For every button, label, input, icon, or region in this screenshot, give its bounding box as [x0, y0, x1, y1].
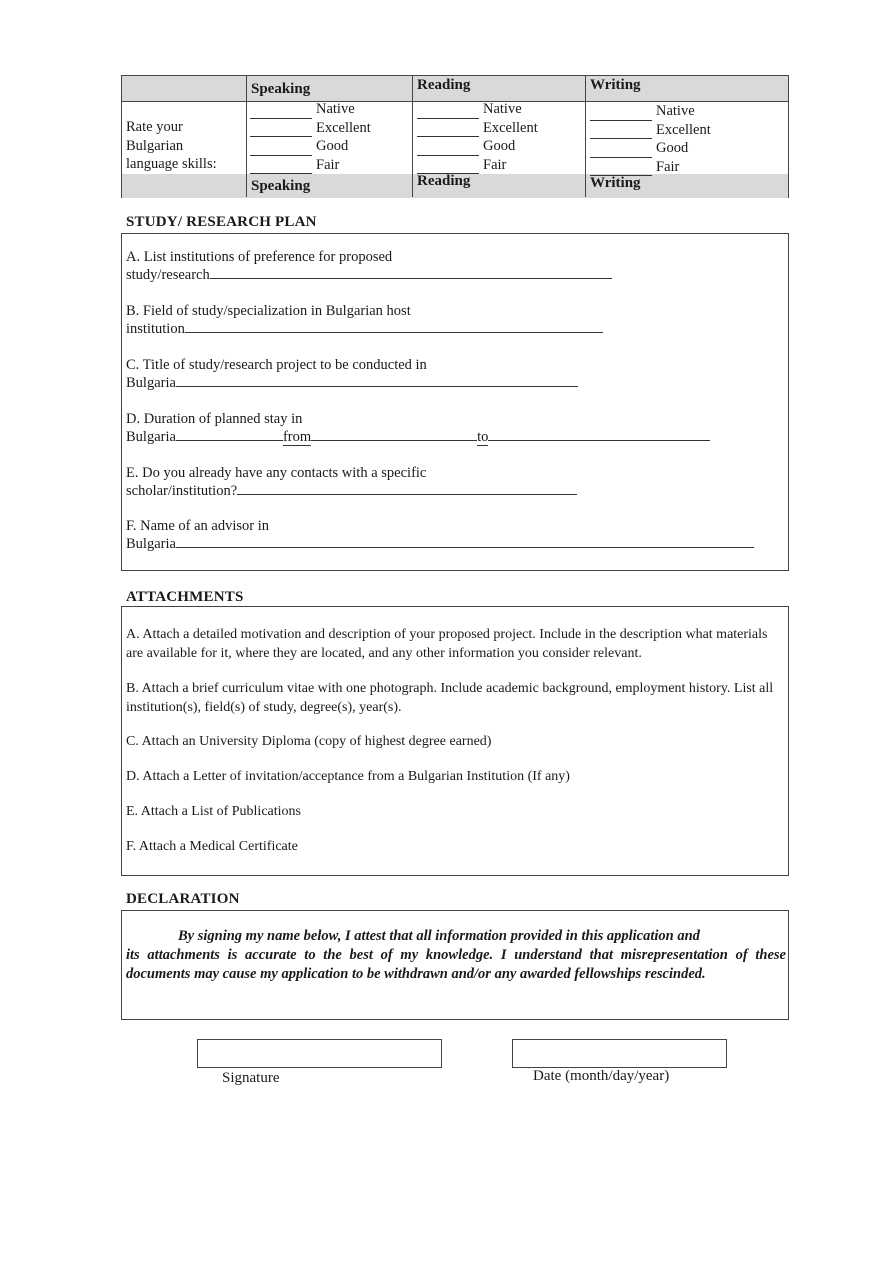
- attachment-b: B. Attach a brief curriculum vitae with one photograph. Include academic background, employment history. List all institution(s), field(s) of study, degree(s), year(s).: [126, 681, 774, 715]
- language-skills-table: [121, 75, 789, 198]
- attachment-d: D. Attach a Letter of invitation/acceptance from a Bulgarian Institution (If any): [126, 769, 570, 784]
- writing-header: Writing: [590, 77, 641, 93]
- speaking-levels: Native Excellent Good Fair: [250, 100, 371, 174]
- reading-native-blank[interactable]: [417, 105, 479, 119]
- attachment-c: C. Attach an University Diploma (copy of highest degree earned): [126, 734, 492, 749]
- reading-good-blank[interactable]: [417, 142, 479, 156]
- study-plan-item-d: D. Duration of planned stay in Bulgaria from to: [126, 410, 710, 446]
- speaking-good-blank[interactable]: [250, 142, 312, 156]
- advisor-field[interactable]: [176, 535, 754, 548]
- speaking-footer: Speaking: [251, 178, 311, 194]
- study-plan-item-e: E. Do you already have any contacts with a specific scholar/institution?: [126, 464, 577, 500]
- study-plan-item-c: C. Title of study/research project to be conducted in Bulgaria: [126, 356, 578, 392]
- field-of-study-field[interactable]: [185, 320, 603, 333]
- study-plan-item-b: B. Field of study/specialization in Bulgarian host institution: [126, 302, 603, 338]
- speaking-native-blank[interactable]: [250, 105, 312, 119]
- reading-levels: Native Excellent Good Fair: [417, 100, 538, 174]
- date-field[interactable]: [512, 1039, 727, 1068]
- writing-footer: Writing: [590, 175, 641, 191]
- reading-header: Reading: [417, 77, 471, 93]
- writing-native-blank[interactable]: [590, 107, 652, 121]
- rate-label: Rate your Bulgarian language skills:: [126, 119, 217, 172]
- speaking-excellent-blank[interactable]: [250, 123, 312, 137]
- study-plan-item-f: F. Name of an advisor in Bulgaria: [126, 517, 754, 553]
- project-title-field[interactable]: [176, 374, 578, 387]
- from-date-field[interactable]: [311, 428, 477, 441]
- writing-fair-blank[interactable]: [590, 162, 652, 176]
- declaration-title: DECLARATION: [126, 891, 240, 907]
- table-divider: [246, 76, 247, 197]
- date-label: Date (month/day/year): [533, 1068, 670, 1084]
- study-plan-title: STUDY/ RESEARCH PLAN: [126, 214, 317, 230]
- institutions-field[interactable]: [210, 266, 612, 279]
- speaking-header: Speaking: [251, 81, 311, 97]
- reading-footer: Reading: [417, 173, 471, 189]
- study-plan-box: [121, 233, 789, 571]
- signature-field[interactable]: [197, 1039, 442, 1068]
- table-divider: [585, 76, 586, 197]
- reading-excellent-blank[interactable]: [417, 123, 479, 137]
- attachments-box: [121, 606, 789, 876]
- contacts-field[interactable]: [237, 482, 577, 495]
- attachment-e: E. Attach a List of Publications: [126, 804, 301, 819]
- attachments-title: ATTACHMENTS: [126, 589, 244, 605]
- duration-field[interactable]: [176, 428, 283, 441]
- reading-fair-blank[interactable]: [417, 160, 479, 174]
- speaking-fair-blank[interactable]: [250, 160, 312, 174]
- study-plan-item-a: A. List institutions of preference for proposed study/research: [126, 248, 612, 284]
- writing-good-blank[interactable]: [590, 144, 652, 158]
- attachment-f: F. Attach a Medical Certificate: [126, 839, 298, 854]
- table-divider: [412, 76, 413, 197]
- to-date-field[interactable]: [488, 428, 710, 441]
- attachment-a: A. Attach a detailed motivation and description of your proposed project. Include in the description what materials are available for it, where they are located, and any other information you consider relevant.: [126, 627, 768, 661]
- declaration-text: By signing my name below, I attest that all information provided in this application and its attachments is accurate to the best of my knowledge. I understand that misrepresentation of these documents may cause my application to be withdrawn and/or any awarded fellowships rescinded.: [126, 928, 786, 982]
- declaration-box: [121, 910, 789, 1020]
- writing-levels: Native Excellent Good Fair: [590, 102, 711, 176]
- signature-label: Signature: [222, 1070, 280, 1086]
- writing-excellent-blank[interactable]: [590, 125, 652, 139]
